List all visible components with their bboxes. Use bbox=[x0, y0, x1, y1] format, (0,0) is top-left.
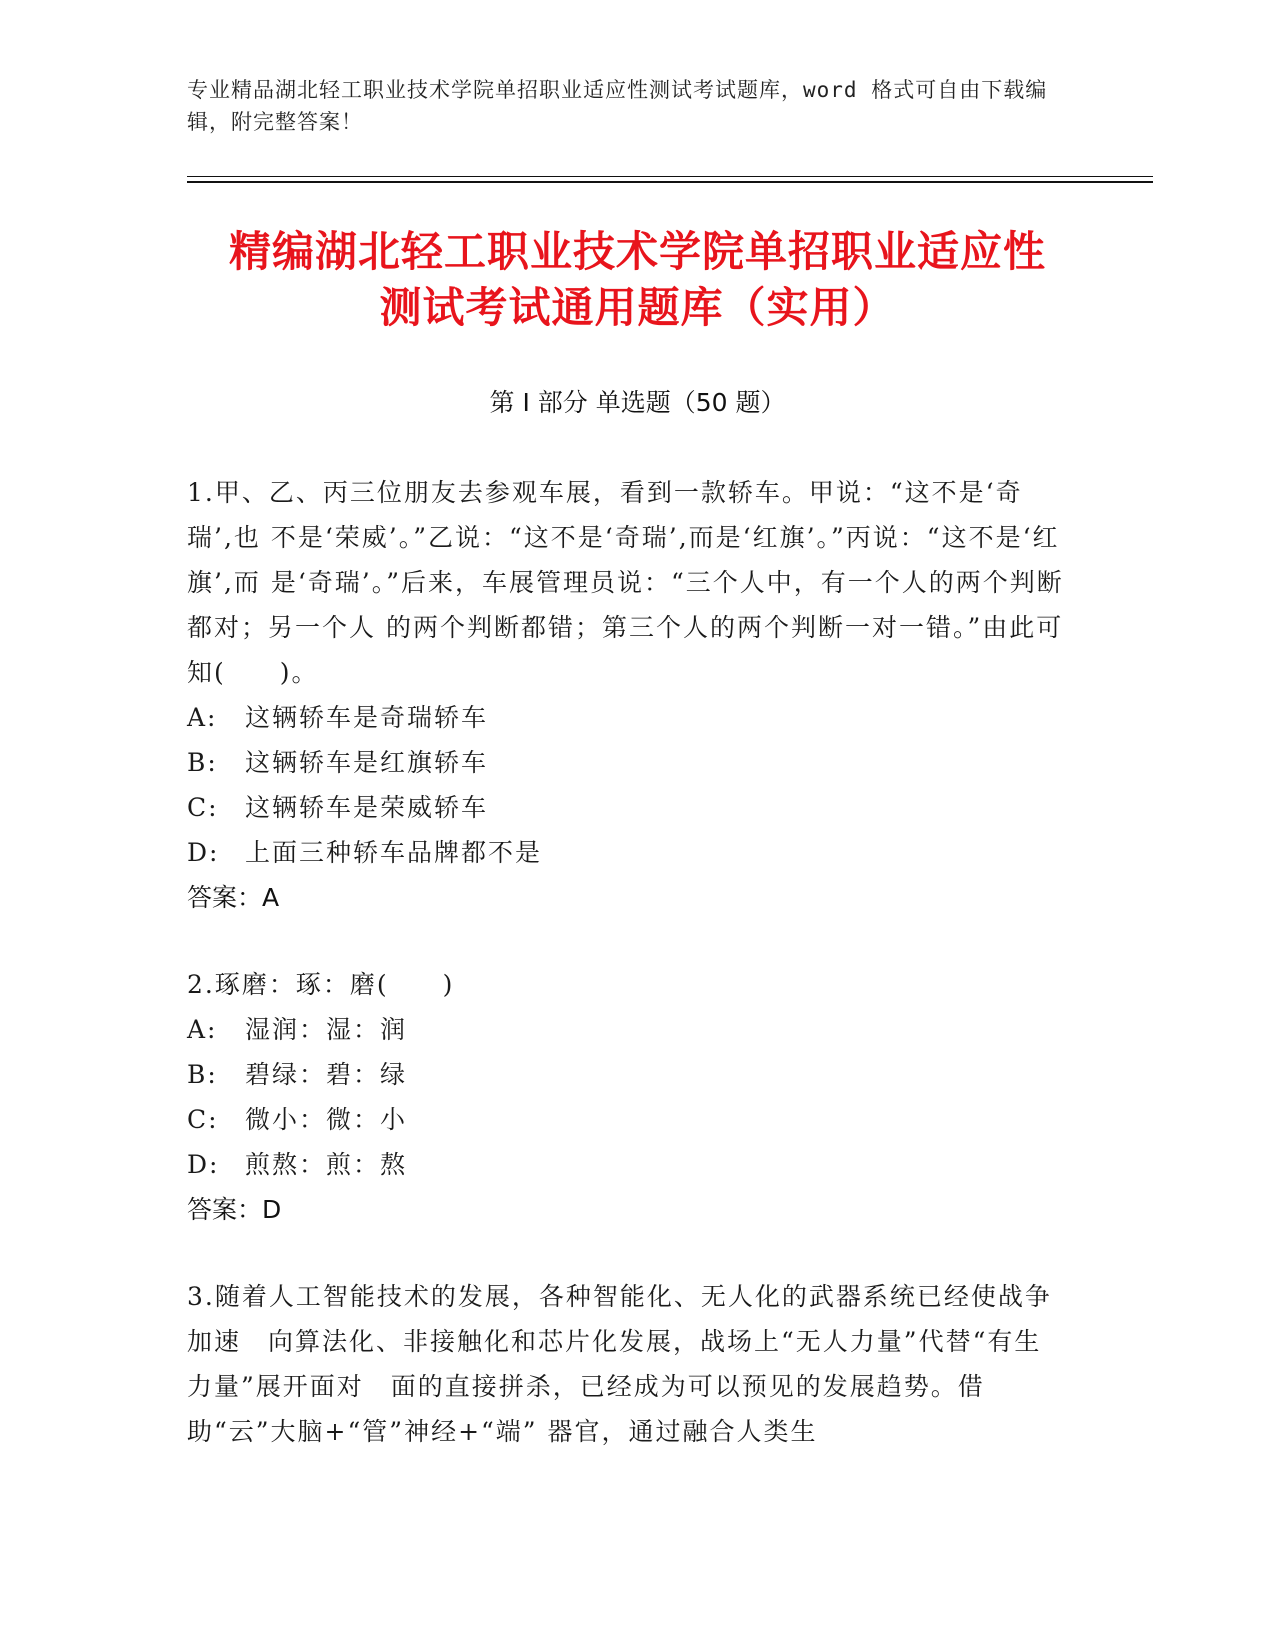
question-1 bbox=[187, 470, 1067, 920]
option-c bbox=[187, 785, 1067, 830]
option-letter: B: bbox=[187, 1060, 218, 1089]
option-a bbox=[187, 695, 1067, 740]
option-letter: A: bbox=[187, 703, 218, 732]
document-title-line-2: 测试考试通用题库（实用） bbox=[379, 283, 896, 332]
section-title: 第 I 部分 单选题（50 题） bbox=[489, 388, 786, 417]
document-title bbox=[120, 224, 1155, 336]
option-d bbox=[187, 1142, 1067, 1187]
question-3 bbox=[187, 1274, 1067, 1454]
option-text: 煎熬：煎：熬 bbox=[245, 1150, 408, 1179]
answer-line: 答案：D bbox=[187, 1195, 282, 1224]
option-letter: D: bbox=[187, 838, 220, 867]
option-text: 上面三种轿车品牌都不是 bbox=[245, 838, 543, 867]
question-2 bbox=[187, 962, 1067, 1232]
header-divider-thin bbox=[187, 176, 1153, 177]
header-divider-thick bbox=[187, 181, 1153, 183]
option-text: 微小：微：小 bbox=[245, 1105, 408, 1134]
option-list bbox=[187, 1007, 1067, 1187]
option-b bbox=[187, 1052, 1067, 1097]
option-letter: C: bbox=[187, 793, 219, 822]
question-stem: 2.琢磨：琢：磨( ) bbox=[187, 970, 455, 999]
option-text: 这辆轿车是奇瑞轿车 bbox=[245, 703, 489, 732]
question-stem: 1.甲、乙、丙三位朋友去参观车展，看到一款轿车。甲说：“这不是‘奇瑞’,也 不是‘荣威’。”乙说：“这不是‘奇瑞’,而是‘红旗’。”丙说：“这不是‘红旗’,而 是‘奇瑞’。”后来，车展管理员说：“三个人中，有一个人的两个判断都对；另一个人 的两个判断都错；第三个人的两个判断一对一错。”由此可知( )。 bbox=[187, 478, 1064, 687]
option-letter: D: bbox=[187, 1150, 220, 1179]
answer-line: 答案：A bbox=[187, 883, 280, 912]
option-text: 碧绿：碧：绿 bbox=[245, 1060, 408, 1089]
option-letter: A: bbox=[187, 1015, 218, 1044]
option-d bbox=[187, 830, 1067, 875]
option-c bbox=[187, 1097, 1067, 1142]
document-title-line-1: 精编湖北轻工职业技术学院单招职业适应性 bbox=[228, 227, 1046, 276]
question-stem: 3.随着人工智能技术的发展，各种智能化、无人化的武器系统已经使战争加速 向算法化、非接触化和芯片化发展，战场上“无人力量”代替“有生力量”展开面对 面的直接拼杀，已经成为可以预见的发展趋势。借助“云”大脑+“管”神经+“端” 器官，通过融合人类生 bbox=[187, 1282, 1052, 1446]
option-letter: B: bbox=[187, 748, 218, 777]
option-a bbox=[187, 1007, 1067, 1052]
question-list bbox=[187, 470, 1067, 1496]
option-text: 这辆轿车是荣威轿车 bbox=[245, 793, 489, 822]
option-list bbox=[187, 695, 1067, 875]
option-text: 这辆轿车是红旗轿车 bbox=[245, 748, 489, 777]
option-letter: C: bbox=[187, 1105, 219, 1134]
option-b bbox=[187, 740, 1067, 785]
header-note: 专业精品湖北轻工职业技术学院单招职业适应性测试考试题库，word 格式可自由下载编辑，附完整答案！ bbox=[187, 78, 1048, 134]
option-text: 湿润：湿：润 bbox=[245, 1015, 408, 1044]
